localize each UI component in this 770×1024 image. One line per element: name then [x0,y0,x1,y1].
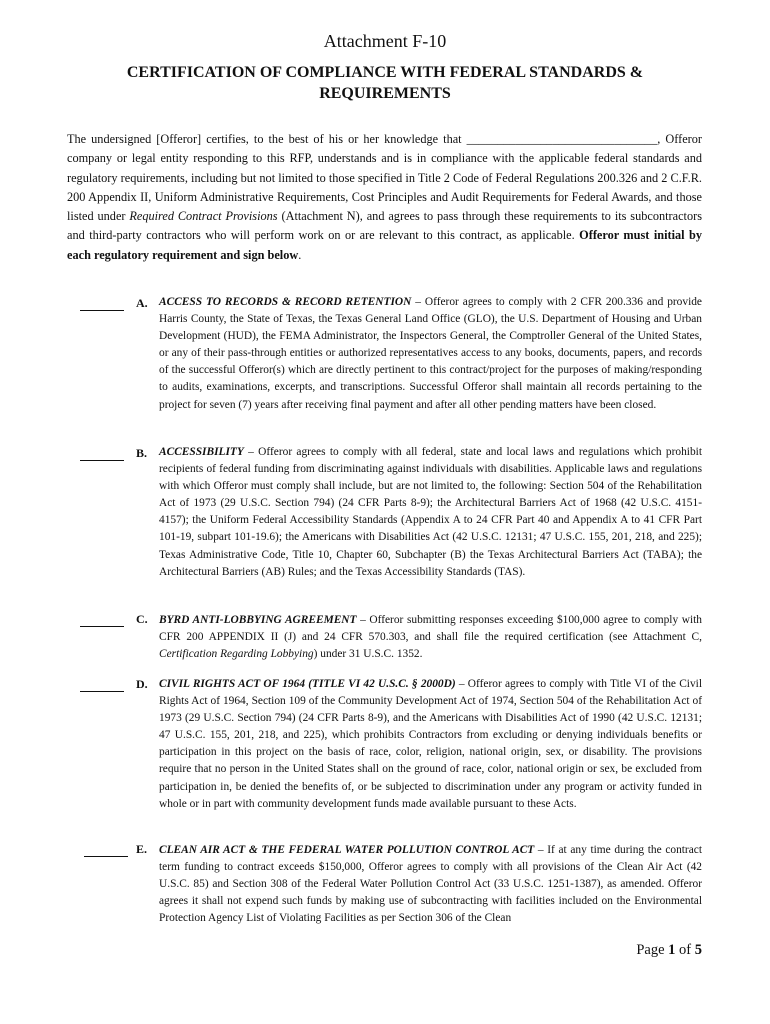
page-current: 1 [668,942,676,958]
initial-blank-c[interactable] [80,626,124,627]
page-number [636,942,702,959]
item-letter-c: C. [136,612,148,626]
item-heading-d: CIVIL RIGHTS ACT OF 1964 (TITLE VI 42 U.S.C. § 2000D) [159,678,456,690]
initial-blank-d[interactable] [80,691,124,692]
item-text-b [159,444,702,581]
item-heading-c: BYRD ANTI-LOBBYING AGREEMENT [159,614,357,626]
item-text-a [159,294,702,414]
item-letter-a: A. [136,296,148,310]
item-text-e [159,842,702,927]
attachment-label: Attachment F-10 [323,31,447,51]
page-of-word: of [675,942,695,958]
page-word: Page [636,942,669,958]
item-heading-a: ACCESS TO RECORDS & RECORD RETENTION [159,296,412,308]
intro-paragraph: The undersigned [Offeror] certifies, to the best of his or her knowledge that _______________________________, Offeror company or legal entity responding to this RFP, understands and is in compliance with the applicable federal standards and regulatory requirements, including but not limited to those specified in Title 2 Code of Federal Regulations 200.326 and 2 C.F.R. 200 Appendix II, Uniform Administrative Requirements, Cost Principles and Audit Requirements for Federal Awards, and those listed under Required Contract Provisions (Attachment N), and agrees to pass through these requirements to its subcontractors and third-party contractors who will perform work on or are relevant to this contract, as applicable. Offeror must initial by each regulatory requirement and sign below. [67,132,703,262]
page-total: 5 [694,942,702,958]
initial-blank-b[interactable] [80,460,124,461]
item-letter-e: E. [136,842,148,856]
item-body-c-end: ) under 31 U.S.C. 1352. [313,648,423,661]
item-body-e: – If at any time during the contract term funding to contract exceeds $150,000, Offeror agrees to comply with all provisions of the Clean Air Act (42 U.S.C. 85) and Section 308 of the Federal Water Pollution Control Act (33 U.S.C. 1251-1387), as amended. Offeror agrees it shall not expend such funds by making use of subcontracting with facilities included on the Environmental Protection Agency List of Violating Facilities as per Section 306 of the Clean [159,844,703,925]
item-text-d [159,676,702,813]
initial-blank-a[interactable] [80,310,124,311]
item-heading-b: ACCESSIBILITY [159,446,244,458]
item-text-c [159,612,702,663]
item-body-c: – Offeror submitting responses exceeding $100,000 agree to comply with CFR 200 APPENDIX II (J) and 24 CFR 570.303, and shall file the required certification (see Attachment C, [159,614,702,644]
document-title: CERTIFICATION OF COMPLIANCE WITH FEDERAL STANDARDS & REQUIREMENTS [126,64,644,102]
item-body-d: – Offeror agrees to comply with Title VI of the Civil Rights Act of 1964, Section 109 of the Community Development Act of 1974, Section 504 of the Rehabilitation Act of 1973 (29 U.S.C. Section 794) (24 CFR Parts 8-9), and the Americans with Disabilities Act of 1990 (42 U.S.C. 12131; 47 U.S.C. 155, 201, 218, and 225), which prohibits Contractors from excluding or denying individuals benefits or participation in this project on the basis of race, color, religion, national origin, sex, or disability. The provisions require that no person in the United States shall on the ground of race, color, national origin or sex, be excluded from participation in, be denied the benefits of, or be subjected to discrimination under any program or activity funded in whole or in part with community development funds made available pursuant to these Acts. [159,678,702,810]
intro-text: The undersigned [Offeror] certifies, to the best of his or her knowledge that _______________________________, Offeror company or legal entity responding to this RFP, understands and is in compliance with the applicable federal standards and regulatory requirements, including but not limited to those specified in Title 2 Code of Federal Regulations 200.326 and 2 C.F.R. 200 Appendix II, Uniform Administrative Requirements, Cost Principles and Audit Requirements for Federal Awards, and those listed under [67,132,702,224]
item-italic-c: Certification Regarding Lobbying [159,648,314,661]
item-letter-b: B. [136,446,148,460]
item-heading-e: CLEAN AIR ACT & THE FEDERAL WATER POLLUTION CONTROL ACT [159,844,535,856]
item-letter-d: D. [136,677,148,691]
item-body-a: – Offeror agrees to comply with 2 CFR 200.336 and provide Harris County, the State of Texas, the Texas General Land Office (GLO), the U.S. Department of Housing and Urban Development (HUD), the FEMA Administrator, the Inspectors General, the Comptroller General of the United States, or any of their pass-through entities or authorized representatives access to any books, documents, papers, and records of the successful Offeror(s) which are directly pertinent to this contract/project for the purposes of making/responding to audits, examinations, excerpts, and transcriptions. Successful Offeror shall maintain all records pertaining to the project for seven (7) years after receiving final payment and after all other pending matters have been closed. [159,296,702,411]
intro-bold-instruction: Offeror must initial by each regulatory requirement and sign below [67,228,702,262]
initial-blank-e[interactable] [84,856,128,857]
intro-italic-text: Required Contract Provisions [129,209,278,224]
item-body-b: – Offeror agrees to comply with all federal, state and local laws and regulations which prohibit recipients of federal funding from discriminating against individuals with disabilities. Applicable laws and regulations with which Offeror must comply shall include, but are not limited to, the following: Section 504 of the Rehabilitation Act of 1973 (29 U.S.C. Section 794) (24 CFR Parts 8-9); the Architectural Barriers Act of 1968 (42 U.S.C. 4151-4157); the Uniform Federal Accessibility Standards (Appendix A to 24 CFR Part 40 and Appendix A to 41 CFR Part 101-19, subpart 101-19.6); the Americans with Disabilities Act (42 U.S.C. 12131; 47 U.S.C. 155, 201, 218, and 225); Texas Administrative Code, Title 10, Chapter 60, Subchapter (B) the Texas Architectural Barriers Act (TABA); the Architectural Barriers (AB) Rules; and the Texas Accessibility Standards (TAS). [159,446,702,578]
intro-text-continued: (Attachment N), and agrees to pass through these requirements to its subcontractors and third-party contractors who will perform work on or are relevant to this contract, as applicable. [67,209,703,243]
